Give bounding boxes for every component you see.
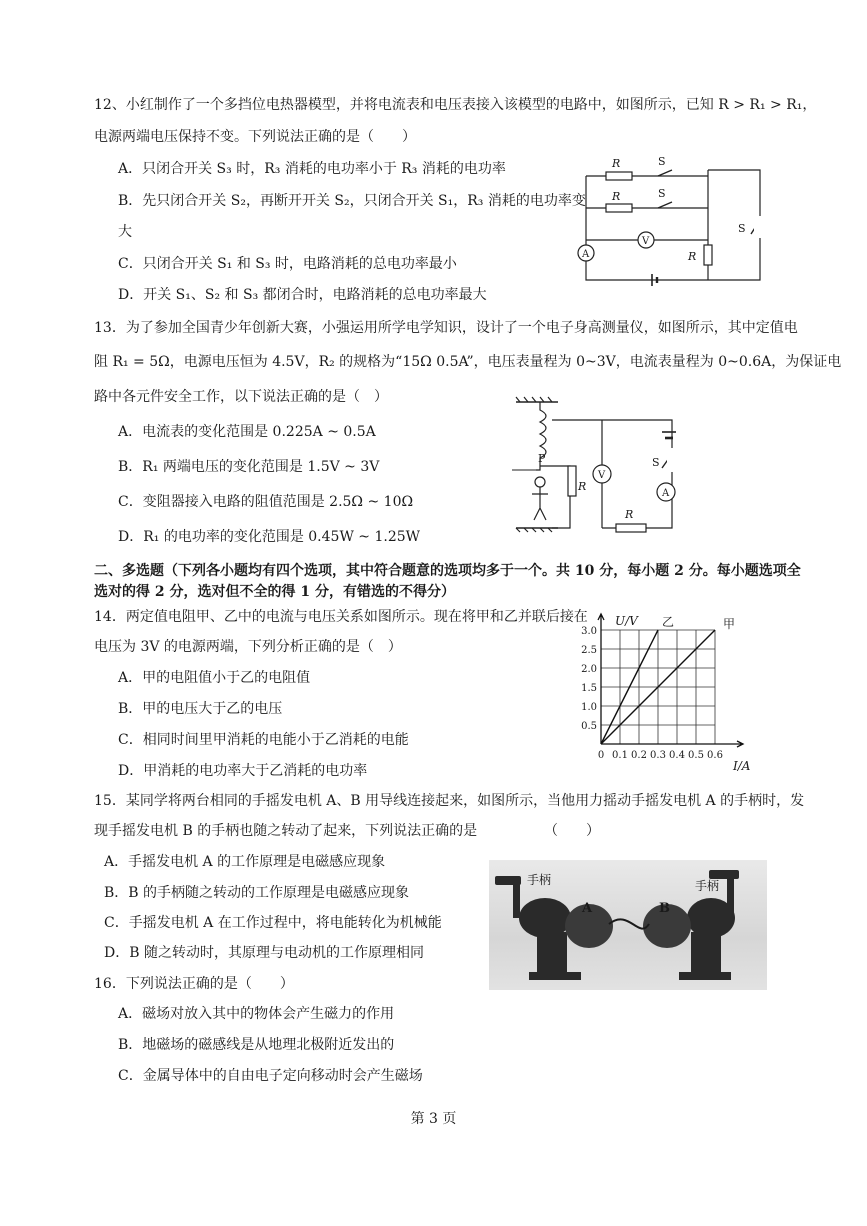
chart-x-tick-label: 0.6	[707, 750, 723, 761]
q14-u-i-chart	[575, 608, 765, 773]
q15-generator-photo	[489, 860, 767, 990]
q12-r1b-label: R	[612, 190, 621, 203]
q12-stem-line2: 电源两端电压保持不变。下列说法正确的是（ ）	[94, 129, 416, 145]
q13-stem-line2: 阻 R₁ = 5Ω，电源电压恒为 4.5V，R₂ 的规格为“15Ω 0.5A”，电压表量程为 0~3V，电流表量程为 0~0.6A，为保证电	[94, 354, 842, 370]
q13-stem-line1: 13．为了参加全国青少年创新大赛，小强运用所学电学知识，设计了一个电子身高测量仪，如图所示，其中定值电	[94, 320, 798, 336]
q12-circuit-diagram	[568, 150, 773, 290]
q12-s2-label: S	[658, 187, 666, 200]
q13-option-a: A．电流表的变化范围是 0.225A ~ 0.5A	[118, 424, 376, 440]
chart-x-tick-label: 0	[597, 750, 605, 761]
q12-r1a-label: R	[612, 157, 621, 170]
q13-ammeter-label: A	[662, 488, 670, 499]
chart-y-axis-label: U/V	[615, 614, 638, 628]
q15-option-b: B．B 的手柄随之转动的工作原理是电磁感应现象	[104, 885, 410, 901]
chart-x-tick-label: 0.5	[688, 750, 704, 761]
q14-option-c: C．相同时间里甲消耗的电能小于乙消耗的电能	[118, 732, 409, 748]
chart-y-tick-label: 0.5	[581, 721, 597, 732]
q14-option-a: A．甲的电阻值小于乙的电阻值	[118, 670, 311, 686]
q13-stem-line3: 路中各元件安全工作，以下说法正确的是（ ）	[94, 389, 388, 405]
q14-option-d: D．甲消耗的电功率大于乙消耗的电功率	[118, 763, 368, 779]
photo-label-b: B	[659, 901, 670, 916]
chart-y-tick-label: 1.5	[581, 683, 597, 694]
chart-x-axis	[601, 741, 743, 747]
chart-y-axis	[598, 614, 604, 744]
q12-stem-line1: 12、小红制作了一个多挡位电热器模型，并将电流表和电压表接入该模型的电路中，如图所示，已知 R > R₁ > R₁，	[94, 97, 817, 113]
chart-y-tick-label: 1.0	[581, 702, 597, 713]
q15-option-a: A．手摇发电机 A 的工作原理是电磁感应现象	[104, 854, 386, 870]
q16-option-b: B．地磁场的磁感线是从地理北极附近发出的	[118, 1037, 395, 1053]
q15-answer-paren: （ ）	[544, 823, 600, 839]
page-number: 第 3 页	[410, 1111, 457, 1127]
q16-option-c: C．金属导体中的自由电子定向移动时会产生磁场	[118, 1068, 423, 1084]
q12-option-a: A．只闭合开关 S₃ 时，R₃ 消耗的电功率小于 R₃ 消耗的电功率	[118, 161, 506, 177]
q12-option-b-line1: B．先只闭合开关 S₂，再断开开关 S₂，只闭合开关 S₁，R₃ 消耗的电功率变	[118, 193, 586, 209]
q13-r1-label: R	[625, 508, 634, 521]
photo-handle-label-left: 手柄	[527, 873, 552, 887]
q12-s3-label: S	[738, 222, 746, 235]
q13-slider-p-label: P	[538, 452, 546, 465]
q16-option-a: A．磁场对放入其中的物体会产生磁力的作用	[118, 1006, 395, 1022]
q12-r3-label: R	[688, 250, 697, 263]
q12-ammeter-label: A	[582, 249, 590, 260]
q15-option-c: C．手摇发电机 A 在工作过程中，将电能转化为机械能	[104, 915, 442, 931]
photo-label-a: A	[582, 901, 593, 916]
q13-option-c: C．变阻器接入电路的阻值范围是 2.5Ω ~ 10Ω	[118, 494, 414, 510]
q12-option-c: C．只闭合开关 S₁ 和 S₃ 时，电路消耗的总电功率最小	[118, 256, 457, 272]
photo-handle-label-right: 手柄	[695, 879, 720, 893]
chart-x-tick-label: 0.3	[650, 750, 666, 761]
q14-stem-line2: 电压为 3V 的电源两端，下列分析正确的是（ ）	[94, 639, 402, 655]
q13-r2-label: R	[578, 480, 587, 493]
section2-heading-line2: 选对的得 2 分，选对但不全的得 1 分，有错选的不得分）	[94, 584, 455, 600]
chart-x-tick-label: 0.2	[631, 750, 647, 761]
q14-option-b: B．甲的电压大于乙的电压	[118, 701, 283, 717]
q12-voltmeter-label: V	[642, 236, 650, 247]
q16-stem: 16．下列说法正确的是（ ）	[94, 976, 294, 992]
q13-switch-label: S	[652, 456, 660, 469]
q12-option-b-line2: 大	[118, 224, 132, 240]
q12-option-d: D．开关 S₁、S₂ 和 S₃ 都闭合时，电路消耗的总电功率最大	[118, 287, 487, 303]
chart-series-label: 乙	[662, 615, 675, 629]
q13-voltmeter-label: V	[598, 470, 606, 481]
q15-stem-line1: 15．某同学将两台相同的手摇发电机 A、B 用导线连接起来，如图所示，当他用力摇动手摇发电机 A 的手柄时，发	[94, 793, 805, 809]
chart-x-tick-label: 0.4	[669, 750, 685, 761]
q15-stem-line2: 现手摇发电机 B 的手柄也随之转动了起来，下列说法正确的是	[94, 823, 478, 839]
q13-circuit-diagram	[512, 396, 697, 536]
chart-y-tick-label: 3.0	[581, 626, 597, 637]
q14-stem-line1: 14．两定值电阻甲、乙中的电流与电压关系如图所示。现在将甲和乙并联后接在	[94, 609, 588, 625]
chart-x-axis-label: I/A	[733, 759, 751, 773]
chart-y-tick-label: 2.5	[581, 645, 597, 656]
q15-option-d: D．B 随之转动时，其原理与电动机的工作原理相同	[104, 945, 424, 961]
q13-option-d: D．R₁ 的电功率的变化范围是 0.45W ~ 1.25W	[118, 529, 421, 545]
chart-y-tick-label: 2.0	[581, 664, 597, 675]
section2-heading-line1: 二、多选题（下列各小题均有四个选项，其中符合题意的选项均多于一个。共 10 分，每小题 2 分。每小题选项全	[94, 563, 801, 579]
q13-option-b: B．R₁ 两端电压的变化范围是 1.5V ~ 3V	[118, 459, 380, 475]
q12-s1-label: S	[658, 155, 666, 168]
chart-series-label: 甲	[723, 617, 736, 631]
chart-x-tick-label: 0.1	[612, 750, 628, 761]
